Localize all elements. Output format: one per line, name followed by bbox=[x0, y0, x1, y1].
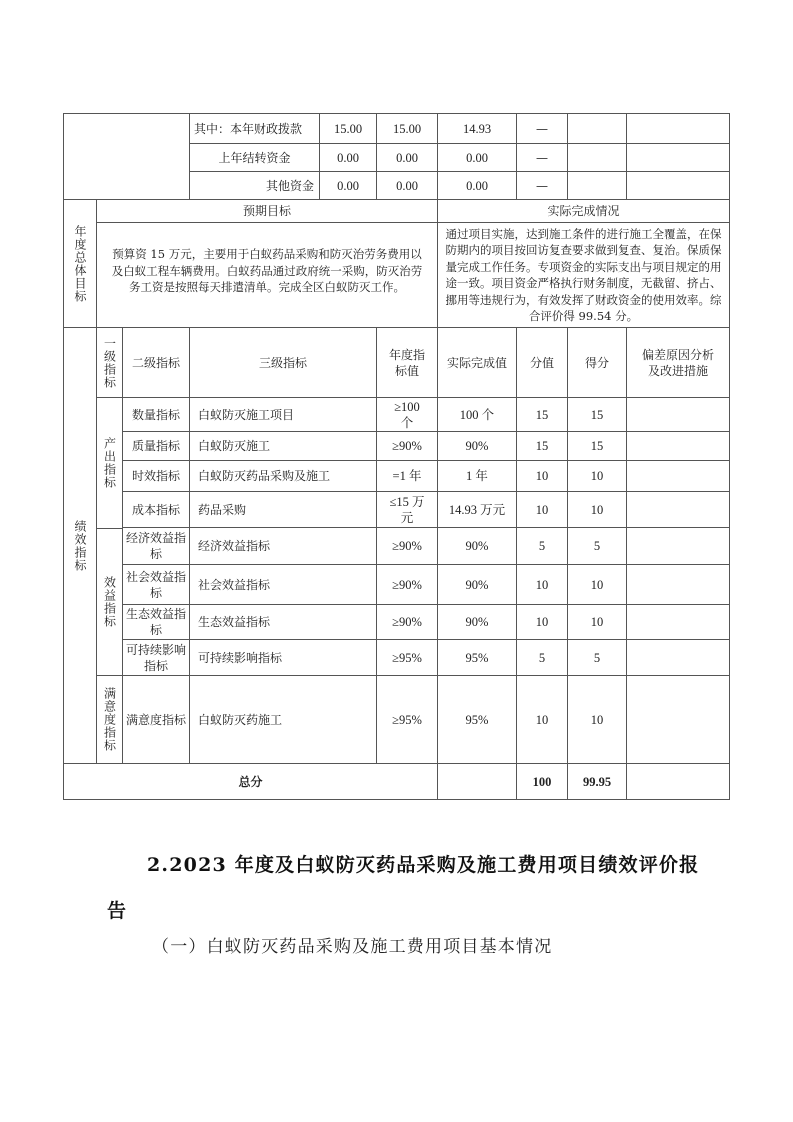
section-heading-continued: 告 bbox=[107, 900, 127, 922]
funding-label-cell bbox=[189, 113, 320, 144]
indicator-target: ≥95% bbox=[392, 712, 422, 727]
indicator-level2: 经济效益指标 bbox=[126, 531, 187, 561]
total-score: 99.95 bbox=[582, 774, 612, 789]
indicator-actual: 95% bbox=[465, 712, 489, 727]
indicator-level3: 白蚁防灭施工项目 bbox=[198, 407, 295, 422]
funding-value-cell bbox=[376, 143, 438, 172]
indicator-cell-deviation bbox=[626, 460, 730, 492]
indicator-cell-score-value bbox=[516, 491, 568, 528]
header-level1 bbox=[96, 327, 123, 398]
indicator-cell-deviation bbox=[626, 397, 730, 432]
total-deviation-cell bbox=[626, 763, 730, 800]
indicator-score: 10 bbox=[590, 615, 604, 629]
group-satisfaction bbox=[96, 675, 123, 764]
funding-blank-cell bbox=[63, 113, 190, 200]
indicator-level3: 白蚁防灭药品采购及施工 bbox=[198, 469, 331, 483]
indicator-actual: 1 年 bbox=[466, 469, 488, 483]
indicator-cell-score bbox=[567, 527, 627, 565]
funding-value: 0.00 bbox=[466, 150, 488, 165]
performance-label-cell bbox=[63, 327, 97, 764]
funding-value: 15.00 bbox=[392, 121, 422, 136]
total-label-cell bbox=[63, 763, 438, 800]
section-heading: 2.2023 年度及白蚁防灭药品采购及施工费用项目绩效评价报 bbox=[147, 854, 700, 876]
group-benefit bbox=[96, 528, 123, 676]
funding-value: 15.00 bbox=[333, 121, 363, 136]
indicator-score: 15 bbox=[590, 439, 604, 453]
indicator-cell-score-value bbox=[516, 397, 568, 432]
indicator-level2: 生态效益指标 bbox=[126, 607, 187, 637]
indicator-cell-level3 bbox=[189, 431, 377, 461]
indicator-actual: 90% bbox=[465, 439, 489, 453]
funding-dash: — bbox=[536, 178, 548, 193]
indicator-cell-target bbox=[376, 431, 438, 461]
total-label: 总分 bbox=[238, 774, 263, 789]
funding-empty-cell bbox=[567, 143, 627, 172]
expected-goal-header-text: 预期目标 bbox=[242, 204, 291, 218]
indicator-level3: 可持续影响指标 bbox=[198, 650, 283, 665]
funding-value-cell bbox=[437, 113, 517, 144]
indicator-score: 5 bbox=[593, 650, 601, 665]
indicator-level2: 时效指标 bbox=[131, 469, 180, 483]
indicator-actual: 90% bbox=[465, 577, 489, 592]
funding-value-cell bbox=[516, 171, 568, 200]
header-level3 bbox=[189, 327, 377, 398]
indicator-score-value: 5 bbox=[538, 650, 546, 665]
funding-empty-cell bbox=[626, 143, 730, 172]
total-actual-cell bbox=[437, 763, 517, 800]
indicator-cell-actual bbox=[437, 527, 517, 565]
indicator-level3: 生态效益指标 bbox=[198, 615, 271, 629]
indicator-level2: 数量指标 bbox=[131, 407, 180, 422]
indicator-score-value: 15 bbox=[535, 407, 549, 422]
funding-value-cell bbox=[319, 113, 377, 144]
indicator-level2: 满意度指标 bbox=[126, 712, 187, 727]
actual-completion-header-text: 实际完成情况 bbox=[547, 204, 620, 218]
funding-label-cell bbox=[189, 143, 320, 172]
indicator-cell-score bbox=[567, 604, 627, 640]
indicator-cell-actual bbox=[437, 639, 517, 676]
actual-completion-text: 通过项目实施，达到施工条件的进行施工全覆盖，在保防期内的项目按回访复查要求做到复查、复治。保质保量完成工作任务。专项资金的实际支出与项目规定的用途一致。项目资金严格执行财务制度，无截留、挤占、挪用等违规行为，有效发挥了财政资金的使用效率。综合评价得 99.54 分。 bbox=[445, 226, 722, 323]
header-level2-text: 二级指标 bbox=[131, 355, 180, 370]
indicator-target: ≥95% bbox=[392, 650, 422, 665]
funding-value-cell bbox=[437, 143, 517, 172]
indicator-cell-score-value bbox=[516, 527, 568, 565]
funding-empty-cell bbox=[567, 171, 627, 200]
indicator-score: 10 bbox=[590, 469, 604, 483]
indicator-cell-target bbox=[376, 527, 438, 565]
indicator-cell-target bbox=[376, 564, 438, 605]
performance-label: 绩效指标 bbox=[73, 519, 87, 572]
indicator-target: ≥90% bbox=[392, 439, 422, 453]
indicator-cell-score bbox=[567, 564, 627, 605]
header-deviation-text: 偏差原因分析及改进措施 bbox=[641, 347, 714, 378]
indicator-cell-level3 bbox=[189, 564, 377, 605]
indicator-cell-target bbox=[376, 639, 438, 676]
indicator-actual: 100 个 bbox=[459, 407, 495, 422]
funding-value: 0.00 bbox=[337, 178, 359, 193]
header-score bbox=[567, 327, 627, 398]
indicator-cell-deviation bbox=[626, 564, 730, 605]
group-output bbox=[96, 397, 123, 529]
indicator-cell-score-value bbox=[516, 460, 568, 492]
indicator-target: ≥90% bbox=[392, 577, 422, 592]
funding-value: 0.00 bbox=[396, 178, 418, 193]
indicator-level2: 成本指标 bbox=[131, 502, 180, 517]
indicator-level3: 白蚁防灭药施工 bbox=[198, 712, 283, 727]
indicator-score: 15 bbox=[590, 407, 604, 422]
indicator-cell-level3 bbox=[189, 675, 377, 764]
indicator-score-value: 15 bbox=[535, 439, 549, 453]
indicator-cell-level2 bbox=[122, 460, 190, 492]
header-deviation bbox=[626, 327, 730, 398]
group-benefit-text: 效益指标 bbox=[102, 576, 117, 628]
indicator-cell-deviation bbox=[626, 604, 730, 640]
funding-empty-cell bbox=[626, 113, 730, 144]
funding-value: 0.00 bbox=[337, 150, 359, 165]
annual-goal-label: 年度总体目标 bbox=[73, 224, 87, 303]
indicator-cell-actual bbox=[437, 564, 517, 605]
indicator-level3: 社会效益指标 bbox=[198, 577, 271, 592]
indicator-cell-level2 bbox=[122, 527, 190, 565]
funding-empty-cell bbox=[567, 113, 627, 144]
expected-goal-header bbox=[96, 199, 438, 223]
actual-completion-header bbox=[437, 199, 730, 223]
indicator-cell-actual bbox=[437, 675, 517, 764]
indicator-level3: 经济效益指标 bbox=[198, 539, 271, 553]
indicator-cell-level3 bbox=[189, 491, 377, 528]
indicator-cell-level2 bbox=[122, 639, 190, 676]
indicator-actual: 90% bbox=[465, 539, 489, 553]
indicator-score-value: 10 bbox=[535, 615, 549, 629]
indicator-cell-deviation bbox=[626, 639, 730, 676]
funding-value-cell bbox=[376, 171, 438, 200]
indicator-cell-target bbox=[376, 460, 438, 492]
header-target bbox=[376, 327, 438, 398]
indicator-cell-score-value bbox=[516, 431, 568, 461]
indicator-target: =1 年 bbox=[392, 469, 422, 483]
indicator-score: 10 bbox=[590, 712, 604, 727]
indicator-cell-target bbox=[376, 397, 438, 432]
funding-value-cell bbox=[516, 143, 568, 172]
indicator-score-value: 10 bbox=[535, 469, 549, 483]
funding-value-cell bbox=[319, 171, 377, 200]
indicator-score: 5 bbox=[593, 539, 601, 553]
funding-value-cell bbox=[437, 171, 517, 200]
indicator-level2: 质量指标 bbox=[131, 439, 180, 453]
indicator-level2: 社会效益指标 bbox=[126, 569, 187, 600]
indicator-actual: 90% bbox=[465, 615, 489, 629]
subsection-heading: （一）白蚁防灭药品采购及施工费用项目基本情况 bbox=[152, 937, 553, 957]
funding-label: 其中：本年财政拨款 bbox=[194, 121, 303, 136]
indicator-cell-level2 bbox=[122, 675, 190, 764]
funding-value-cell bbox=[319, 143, 377, 172]
indicator-score-value: 5 bbox=[538, 539, 546, 553]
indicator-cell-level2 bbox=[122, 491, 190, 528]
indicator-cell-level2 bbox=[122, 397, 190, 432]
header-actual-text: 实际完成值 bbox=[446, 355, 507, 370]
total-score-cell bbox=[567, 763, 627, 800]
indicator-cell-score bbox=[567, 675, 627, 764]
indicator-level3: 白蚁防灭施工 bbox=[198, 439, 271, 453]
actual-completion-text-cell bbox=[437, 222, 730, 328]
indicator-cell-score-value bbox=[516, 604, 568, 640]
indicator-cell-score bbox=[567, 431, 627, 461]
indicator-cell-score-value bbox=[516, 675, 568, 764]
indicator-cell-actual bbox=[437, 460, 517, 492]
indicator-cell-score-value bbox=[516, 564, 568, 605]
indicator-cell-level3 bbox=[189, 527, 377, 565]
header-level3-text: 三级指标 bbox=[258, 355, 307, 370]
indicator-cell-level2 bbox=[122, 564, 190, 605]
total-score-value-cell bbox=[516, 763, 568, 800]
annual-goal-label-cell bbox=[63, 199, 97, 328]
header-target-text: 年度指标值 bbox=[388, 347, 425, 378]
funding-dash: — bbox=[536, 150, 548, 165]
indicator-cell-level3 bbox=[189, 604, 377, 640]
indicator-cell-level3 bbox=[189, 639, 377, 676]
indicator-cell-level3 bbox=[189, 397, 377, 432]
indicator-cell-actual bbox=[437, 397, 517, 432]
funding-value: 0.00 bbox=[396, 150, 418, 165]
funding-value: 0.00 bbox=[466, 178, 488, 193]
group-satisfaction-text: 满意度指标 bbox=[102, 687, 117, 752]
indicator-cell-target bbox=[376, 675, 438, 764]
indicator-cell-level2 bbox=[122, 431, 190, 461]
group-output-text: 产出指标 bbox=[102, 437, 117, 489]
funding-value-cell bbox=[516, 113, 568, 144]
funding-value-cell bbox=[376, 113, 438, 144]
indicator-cell-level3 bbox=[189, 460, 377, 492]
funding-value: 14.93 bbox=[462, 121, 492, 136]
indicator-cell-score-value bbox=[516, 639, 568, 676]
indicator-actual: 14.93 万元 bbox=[448, 502, 506, 517]
header-level2 bbox=[122, 327, 190, 398]
indicator-score: 10 bbox=[590, 577, 604, 592]
header-score-value-text: 分值 bbox=[529, 355, 554, 370]
indicator-score-value: 10 bbox=[535, 712, 549, 727]
indicator-cell-deviation bbox=[626, 675, 730, 764]
indicator-cell-deviation bbox=[626, 527, 730, 565]
indicator-score-value: 10 bbox=[535, 577, 549, 592]
indicator-cell-score bbox=[567, 460, 627, 492]
indicator-target: ≥100个 bbox=[394, 399, 420, 430]
indicator-cell-target bbox=[376, 491, 438, 528]
funding-label: 上年结转资金 bbox=[218, 150, 291, 165]
indicator-level3: 药品采购 bbox=[198, 502, 247, 517]
total-score-value: 100 bbox=[532, 774, 552, 789]
header-actual bbox=[437, 327, 517, 398]
indicator-target: ≥90% bbox=[392, 615, 422, 629]
indicator-level2: 可持续影响指标 bbox=[126, 642, 187, 673]
funding-label-cell bbox=[189, 171, 320, 200]
indicator-cell-score bbox=[567, 491, 627, 528]
funding-dash: — bbox=[536, 121, 548, 136]
indicator-score: 10 bbox=[590, 502, 604, 517]
funding-label: 其他资金 bbox=[265, 178, 314, 193]
indicator-score-value: 10 bbox=[535, 502, 549, 517]
indicator-cell-deviation bbox=[626, 431, 730, 461]
indicator-cell-actual bbox=[437, 491, 517, 528]
funding-empty-cell bbox=[626, 171, 730, 200]
indicator-cell-deviation bbox=[626, 491, 730, 528]
expected-goal-text: 预算资 15 万元，主要用于白蚁药品采购和防灭治劳务费用以及白蚁工程车辆费用。白蚁药品通过政府统一采购，防灭治劳务工资是按照每天排遣清单。完成全区白蚁防灭工作。 bbox=[111, 247, 423, 295]
header-score-text: 得分 bbox=[584, 355, 609, 370]
expected-goal-text-cell bbox=[96, 222, 438, 328]
header-level1-text: 一级指标 bbox=[102, 336, 117, 389]
indicator-cell-actual bbox=[437, 604, 517, 640]
header-score-value bbox=[516, 327, 568, 398]
indicator-cell-target bbox=[376, 604, 438, 640]
indicator-target: ≤15 万元 bbox=[389, 494, 425, 525]
indicator-cell-level2 bbox=[122, 604, 190, 640]
indicator-cell-actual bbox=[437, 431, 517, 461]
indicator-actual: 95% bbox=[465, 650, 489, 665]
indicator-cell-score bbox=[567, 397, 627, 432]
indicator-target: ≥90% bbox=[392, 539, 422, 553]
indicator-cell-score bbox=[567, 639, 627, 676]
